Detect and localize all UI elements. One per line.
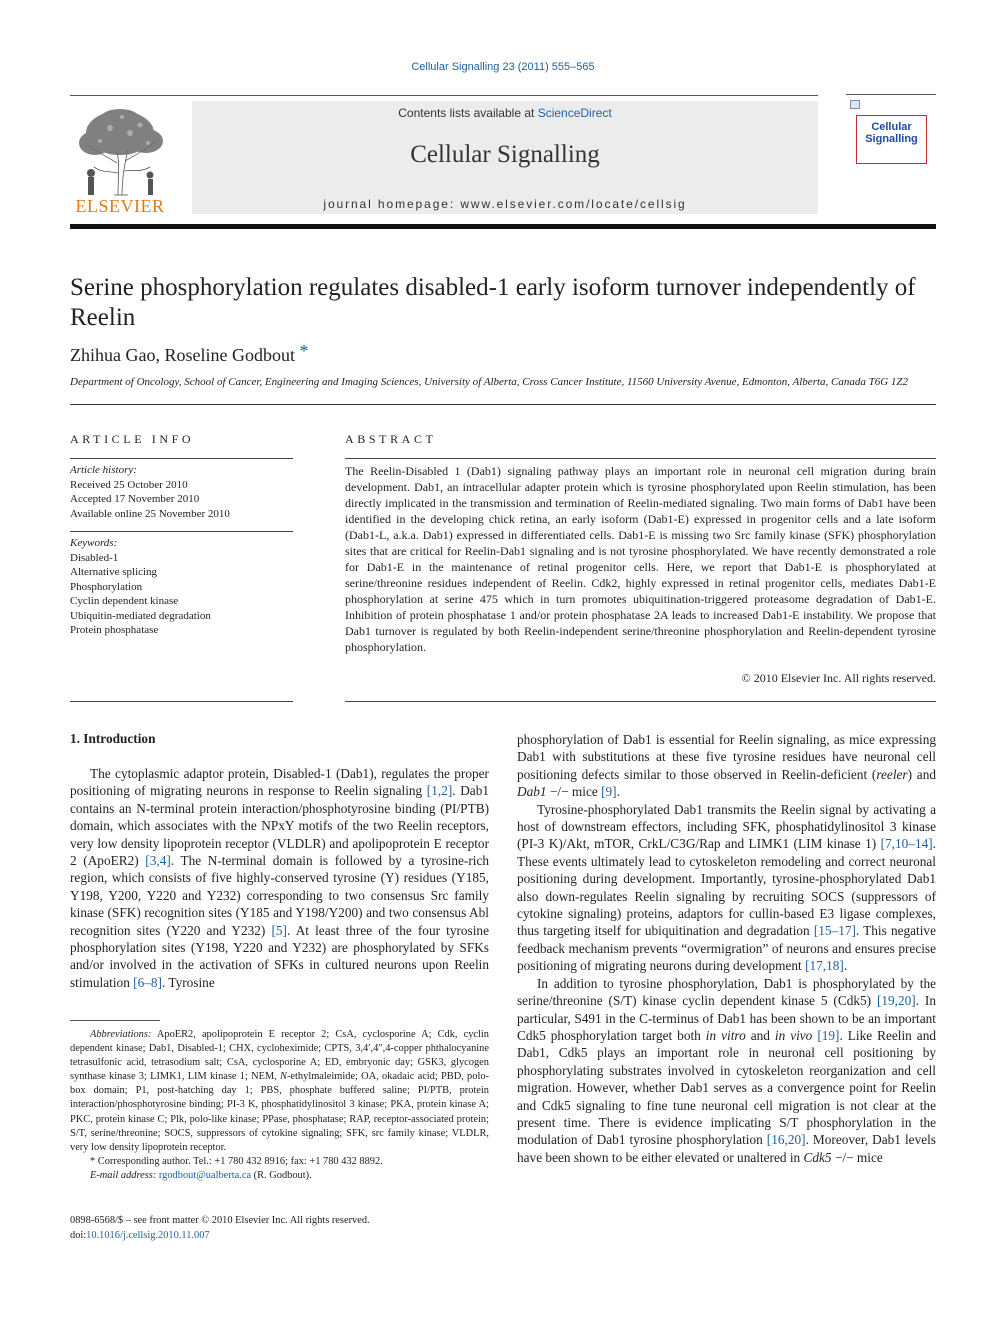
italic-text: Dab1 <box>517 784 547 800</box>
abstract-copyright: © 2010 Elsevier Inc. All rights reserved. <box>741 671 936 685</box>
reference-link[interactable]: [6–8] <box>133 974 162 990</box>
journal-homepage[interactable]: journal homepage: www.elsevier.com/locate/cellsig <box>323 197 687 211</box>
footnotes <box>70 1028 489 1183</box>
abstract-rule-bottom <box>345 701 936 702</box>
introduction-heading: 1. Introduction <box>70 731 156 746</box>
header-top-rule <box>70 95 818 96</box>
italic-text: reeler <box>876 766 908 782</box>
abbreviations-footnote: Abbreviations: ApoER2, apolipoprotein E receptor 2; CsA, cyclosporine A; Cdk, cyclin dependent kinase; Dab1, Disabled-1; CHX, cycloheximide; CPTS, 3,4′,4″,4-copper phthalocyanine tetrasulfonic acid, tetrasodium salt; CsA, cyclosporine A; ED, embryonic day; GSK3, glycogen synthase kinase 3; LIMK1, LIM kinase 1; NEM, N-ethylmaleimide; OA, okadaic acid; PBD, polo-box domain; P1, post-hatching day 1; PBS, phosphate buffered saline; PI/PTB, protein interaction/phosphotyrosine binding; PI-3 K, phosphatidylinositol 3 kinase; PKA, protein kinase A; PKC, protein kinase C; Plk, polo-like kinase; PPase, phosphatase; RAP, receptor-associated protein; S/T, serine/threonine; SOCS, suppressors of cytokine signaling; SFK, src family kinase; VLDLR, very low density lipoprotein receptor. <box>70 1029 489 1153</box>
keyword-item: Disabled-1 <box>70 551 119 564</box>
keywords <box>70 536 293 638</box>
email-suffix: (R. Godbout). <box>251 1169 312 1181</box>
doi-link[interactable]: 10.1016/j.cellsig.2010.11.007 <box>86 1229 210 1241</box>
keywords-label: Keywords: <box>70 537 118 549</box>
journal-title: Cellular Signalling <box>410 141 600 168</box>
authors: Zhihua Gao, Roseline Godbout <box>70 345 295 365</box>
article-info-rule-bottom <box>70 701 293 702</box>
abstract-heading: ABSTRACT <box>345 432 437 446</box>
affiliation-rule <box>70 404 936 405</box>
reference-link[interactable]: [1,2] <box>426 783 453 799</box>
italic-text: Abbreviations: <box>90 1029 152 1040</box>
email-link[interactable]: rgodbout@ualberta.ca <box>158 1169 252 1181</box>
cover-title-line2: Signalling <box>865 133 918 145</box>
keyword-item: Alternative splicing <box>70 566 158 578</box>
reference-link[interactable]: [9] <box>601 784 617 800</box>
keyword-item: Phosphorylation <box>70 580 143 593</box>
issn-line: 0898-6568/$ – see front matter © 2010 Elsevier Inc. All rights reserved. <box>70 1215 370 1226</box>
article-info-heading: ARTICLE INFO <box>70 432 195 446</box>
intro-paragraph-1: The cytoplasmic adaptor protein, Disabled-1 (Dab1), regulates the proper positioning of migrating neurons in response to Reelin signaling [1,2]. Dab1 contains an N-terminal protein interaction/phosphotyrosine binding (PI/PTB) domain, which associates with the NPxY motifs of the two Reelin receptors, very low density lipoprotein receptor (VLDLR) and apolipoprotein E receptor 2 (ApoER2) [3,4]. The N-terminal domain is followed by a tyrosine-rich region, which consists of five highly-conserved tyrosine (Y) residues (Y185, Y198, Y200, Y220 and Y232) corresponding to two consensus Src family kinase (SFK) recognition sites (Y185 and Y198/Y200) and two consensus Abl recognition sites (Y220 and Y232) [5]. At least three of the four tyrosine phosphorylation sites (Y198, Y220 and Y232) are phosphorylated by SFKs and/or involved in the activation of SFKs in cultured neurons upon Reelin stimulation [6–8]. Tyrosine <box>70 766 490 990</box>
author-line <box>70 341 309 366</box>
history-received: Received 25 October 2010 <box>70 478 188 491</box>
reference-link[interactable]: [17,18] <box>805 958 844 974</box>
cover-title <box>856 121 927 145</box>
header-thick-rule <box>70 224 936 229</box>
history-online: Available online 25 November 2010 <box>70 507 230 520</box>
corresponding-footnote: * Corresponding author. Tel.: +1 780 432 8916; fax: +1 780 432 8892. <box>90 1155 383 1167</box>
body-column-right <box>517 731 936 1166</box>
article-info-rule-top <box>70 458 293 459</box>
cover-mini-icon <box>850 100 860 109</box>
corresponding-author-mark[interactable]: * <box>299 341 309 361</box>
history-label: Article history: <box>70 464 137 476</box>
footnote-rule <box>70 1020 160 1021</box>
elsevier-wordmark: ELSEVIER <box>75 196 165 216</box>
email-label: E-mail address: <box>90 1169 157 1181</box>
reference-link[interactable]: [19] <box>817 1027 840 1043</box>
reference-link[interactable]: [15–17] <box>813 923 856 939</box>
contents-prefix: Contents lists available at <box>398 106 535 120</box>
intro-paragraph-3: In addition to tyrosine phosphorylation, Dab1 is phosphorylated by the serine/threonine (S/T) kinase cyclin dependent kinase 5 (Cdk5) [19,20]. In particular, S491 in the C-terminus of Dab1 has been shown to be an important Cdk5 phosphorylation target both in vitro and in vivo [19]. Like Reelin and Dab1, Cdk5 plays an important role in neuronal cell positioning by phosphorylating substrates involved in cytoskeleton reorganization and cell migration. However, whether Dab1 serves as a convergence point for Reelin and Cdk5 signaling to fine tune neuronal cell migration is not clear at the present time. There is evidence implicating S/T phosphorylation in the modulation of Dab1 tyrosine phosphorylation [16,20]. Moreover, Dab1 levels have been shown to be either elevated or unaltered in Cdk5 −/− mice <box>517 975 936 1165</box>
italic-text: in vitro <box>705 1027 746 1043</box>
reference-link[interactable]: [16,20] <box>766 1132 806 1148</box>
body-column-left <box>70 765 489 991</box>
italic-text: in vivo <box>774 1027 813 1043</box>
intro-paragraph-2: Tyrosine-phosphorylated Dab1 transmits the Reelin signal by activating a host of downstream effectors, including SFK, phosphatidylinositol 3 kinase (PI-3 K)/Akt, mTOR, CrkL/C3G/Rap and LIMK1 (LIM kinase 1) [7,10–14]. These events ultimately lead to cytoskeleton remodeling and correct neuronal positioning during development. Importantly, tyrosine-phosphorylated Dab1 also down-regulates Reelin signaling by recruiting SOCS (suppressors of cytokine signaling) proteins, adaptors for cullin-based E3 ligase complexes, thus targeting itself for ubiquitination and degradation [15–17]. This negative feedback mechanism prevents “overmigration” of neurons and ensures precise positioning of migrating neurons during development [17,18]. <box>517 801 936 974</box>
article-history <box>70 463 293 521</box>
reference-link[interactable]: [5] <box>271 922 287 938</box>
italic-text: Cdk5 <box>803 1149 832 1165</box>
affiliation: Department of Oncology, School of Cancer, Engineering and Imaging Sciences, University of Alberta, Cross Cancer Institute, 11560 University Avenue, Edmonton, Alberta, Canada T6G 1Z2 <box>70 376 909 388</box>
keyword-item: Cyclin dependent kinase <box>70 595 179 607</box>
history-accepted: Accepted 17 November 2010 <box>70 493 200 505</box>
email-footnote <box>70 1169 489 1183</box>
abstract-rule-top <box>345 458 936 459</box>
doi-line <box>70 1229 570 1244</box>
bottom-info <box>70 1214 570 1244</box>
reference-link[interactable]: [19,20] <box>876 993 916 1009</box>
journal-reference[interactable]: Cellular Signalling 23 (2011) 555–565 <box>411 61 595 73</box>
article-info-rule-mid <box>70 531 293 532</box>
intro-paragraph-continued: phosphorylation of Dab1 is essential for Reelin signaling, as mice expressing Dab1 with substitutions at these five tyrosine residues have neuronal cell positioning defects similar to those observed in Reelin-deficient (reeler) and Dab1 −/− mice [9]. <box>517 732 936 800</box>
keyword-item: Protein phosphatase <box>70 624 159 636</box>
contents-line <box>192 106 818 120</box>
abstract-text: The Reelin-Disabled 1 (Dab1) signaling pathway plays an important role in neuronal cell migration during brain development. Dab1, an intracellular adapter protein which is tyrosine phosphorylated upon Reelin stimulation, has been directly implicated in the transmission and termination of Reelin-mediated signaling. Two main forms of Dab1 have been identified in the developing chick retina, an early isoform (Dab1-E) expressed in progenitor cells and a late isoform (Dab1-L, a.k.a. Dab1) expressed in differentiated cells. Dab1-E is missing two Src family kinase (SFK) phosphorylation sites that are critical for Reelin-Dab1 signaling and is not tyrosine phosphorylated. We have recently demonstrated a role for Dab1-E in the maintenance of retinal progenitor cells. Here, we report that Dab1-E is phosphorylated at serine/threonine residues independent of Reelin. Cdk2, highly expressed in retinal progenitor cells, mediates Dab1-E phosphorylation at serine 475 which in turn promotes ubiquitination-triggered proteasome degradation of Dab1-E. Inhibition of protein phosphatase 1 and/or protein phosphatase 2A leads to increased Dab1-E instability. We propose that Dab1 turnover is regulated by both Reelin-independent serine/threonine phosphorylation and Reelin-dependent tyrosine phosphorylation. <box>345 464 936 654</box>
reference-link[interactable]: [3,4] <box>145 853 171 869</box>
article-title: Serine phosphorylation regulates disabled-1 early isoform turnover independently of Reelin <box>70 274 916 331</box>
keyword-item: Ubiquitin-mediated degradation <box>70 609 211 622</box>
doi-label: doi: <box>70 1229 87 1241</box>
cover-title-line1: Cellular <box>871 121 912 133</box>
sciencedirect-link[interactable]: ScienceDirect <box>537 106 612 120</box>
italic-text: N <box>280 1071 287 1083</box>
reference-link[interactable]: [7,10–14] <box>880 836 933 852</box>
